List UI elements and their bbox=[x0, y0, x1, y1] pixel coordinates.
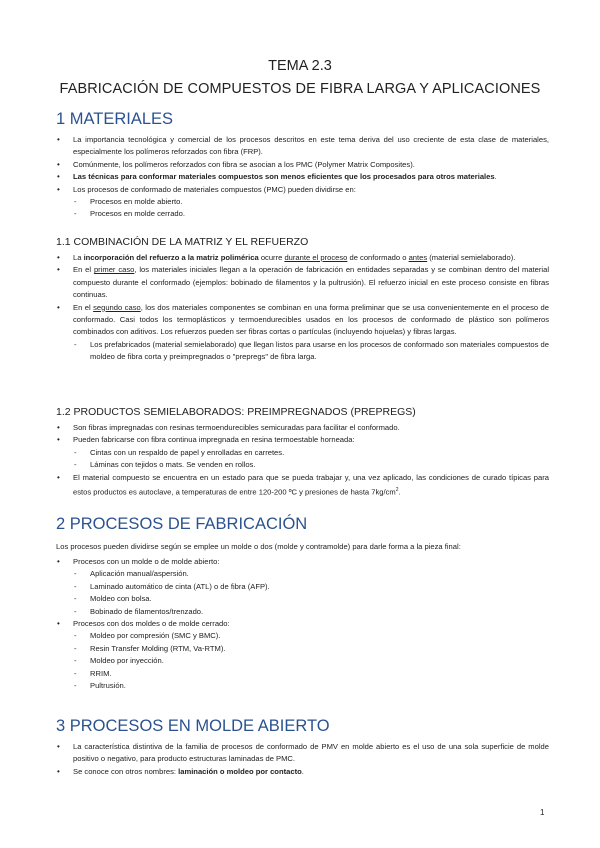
list-item: • En el primer caso, los materiales iniciales llegan a la operación de fabricación en entidades separadas y se combinan dentro del material compuesto durante el conformado (ejemplos: bobinado de filamentos y la pultrusión). El refuerzo inicial en este proceso consiste en fibras continuas. bbox=[56, 264, 549, 301]
list-item: • El material compuesto se encuentra en un estado para que se pueda trabajar y, una vez aplicado, las condiciones de curado típicas para estos productos es autoclave, a temperaturas de entre 120-200 ºC y presiones de hasta $7kg/cm^2$. bbox=[56, 472, 549, 499]
sub-list-item: - Laminado automático de cinta (ATL) o de fibra (AFP). bbox=[73, 581, 549, 593]
sub-list-item: - Láminas con tejidos o mats. Se venden en rollos. bbox=[73, 459, 549, 471]
section-2-heading: 2 PROCESOS DE FABRICACIÓN bbox=[56, 515, 308, 533]
sub-list bbox=[73, 339, 549, 364]
sub-list-item: - Cintas con un respaldo de papel y enrolladas en carretes. bbox=[73, 447, 549, 459]
section-1-2-heading: 1.2 PRODUCTOS SEMIELABORADOS: PREIMPREGNADOS (PREPREGS) bbox=[56, 406, 416, 418]
list-item: • Comúnmente, los polímeros reforzados con fibra se asocian a los PMC (Polymer Matrix Composites). bbox=[56, 159, 549, 171]
section-2-list bbox=[56, 556, 549, 692]
page-number: 1 bbox=[540, 808, 545, 817]
sub-list-item: - Moldeo por compresión (SMC y BMC). bbox=[73, 630, 549, 642]
sub-list-item: - Procesos en molde abierto. bbox=[73, 196, 549, 208]
sub-list-item: - Moldeo con bolsa. bbox=[73, 593, 549, 605]
sub-list-item: - Moldeo por inyección. bbox=[73, 655, 549, 667]
list-item: • En el segundo caso, los dos materiales componentes se combinan en una forma preliminar que se usa convenientemente en el proceso de conformado. Casi todos los termoplásticos y termoendurecibles usados en los procesos de conformado de plástico son polímeros combinados con aditivos. Los refuerzos pueden ser fibras cortas o partículas (incluyendo hojuelas) y fibras largas. - Los prefabricados (material semielaborado) que llegan listos para usarse en los procesos de conformado son materiales compuestos de moldeo de fibra corta y preimpregnados o "prepregs" de fibra larga. bbox=[56, 302, 549, 364]
sub-list bbox=[73, 568, 549, 618]
sub-list-item: - Pultrusión. bbox=[73, 680, 549, 692]
document-title: FABRICACIÓN DE COMPUESTOS DE FIBRA LARGA Y APLICACIONES bbox=[59, 81, 541, 97]
section-1-2-list bbox=[56, 422, 549, 499]
sub-list-item: - Procesos en molde cerrado. bbox=[73, 208, 549, 220]
sub-list-item: - Aplicación manual/aspersión. bbox=[73, 568, 549, 580]
list-item: • La incorporación del refuerzo a la matriz polimérica ocurre durante el proceso de conformado o antes (material semielaborado). bbox=[56, 252, 549, 264]
section-3-heading: 3 PROCESOS EN MOLDE ABIERTO bbox=[56, 717, 330, 735]
sub-list bbox=[73, 196, 549, 221]
topic-label: TEMA 2.3 bbox=[268, 58, 332, 74]
list-item: • La característica distintiva de la familia de procesos de conformado de PMV en molde abierto es el uso de una sola superficie de molde positivo o negativo, para producto estructuras laminadas de PMC. bbox=[56, 741, 549, 766]
list-item: • Pueden fabricarse con fibra continua impregnada en resina termoestable horneada: - Cintas con un respaldo de papel y enrolladas en carretes. - Láminas con tejidos o mats. Se venden en rollos. bbox=[56, 434, 549, 471]
sub-list-item: - Resin Transfer Molding (RTM, Va-RTM). bbox=[73, 643, 549, 655]
list-item: • Son fibras impregnadas con resinas termoendurecibles semicuradas para facilitar el conformado. bbox=[56, 422, 549, 434]
list-item: • Procesos con un molde o de molde abierto: - Aplicación manual/aspersión. - Laminado automático de cinta (ATL) o de fibra (AFP). - Moldeo con bolsa. - Bobinado de filamentos/trenzado. bbox=[56, 556, 549, 618]
list-item: • La importancia tecnológica y comercial de los procesos descritos en este tema deriva del uso creciente de esta clase de materiales, especialmente los polímeros reforzados con fibra (FRP). bbox=[56, 134, 549, 159]
section-3-list bbox=[56, 741, 549, 778]
section-1-list bbox=[56, 134, 549, 221]
sub-list bbox=[73, 630, 549, 692]
section-2-intro: Los procesos pueden dividirse según se emplee un molde o dos (molde y contramolde) para darle forma a la pieza final: bbox=[56, 542, 461, 551]
list-item: • Procesos con dos moldes o de molde cerrado: - Moldeo por compresión (SMC y BMC). - Resin Transfer Molding (RTM, Va-RTM). - Moldeo por inyección. - RRIM. - Pultrusión. bbox=[56, 618, 549, 692]
list-item: • Las técnicas para conformar materiales compuestos son menos eficientes que los procesados para otros materiales. bbox=[56, 171, 549, 183]
section-1-1-heading: 1.1 COMBINACIÓN DE LA MATRIZ Y EL REFUERZO bbox=[56, 236, 309, 248]
list-item: • Los procesos de conformado de materiales compuestos (PMC) pueden dividirse en: - Procesos en molde abierto. - Procesos en molde cerrado. bbox=[56, 184, 549, 221]
sub-list-item: - Los prefabricados (material semielaborado) que llegan listos para usarse en los procesos de conformado son materiales compuestos de moldeo de fibra corta y preimpregnados o "prepregs" de fibra larga. bbox=[73, 339, 549, 364]
section-1-1-list bbox=[56, 252, 549, 364]
list-item: • Se conoce con otros nombres: laminación o moldeo por contacto. bbox=[56, 766, 549, 778]
sub-list bbox=[73, 447, 549, 472]
section-1-heading: 1 MATERIALES bbox=[56, 110, 174, 128]
sub-list-item: - Bobinado de filamentos/trenzado. bbox=[73, 606, 549, 618]
sub-list-item: - RRIM. bbox=[73, 668, 549, 680]
